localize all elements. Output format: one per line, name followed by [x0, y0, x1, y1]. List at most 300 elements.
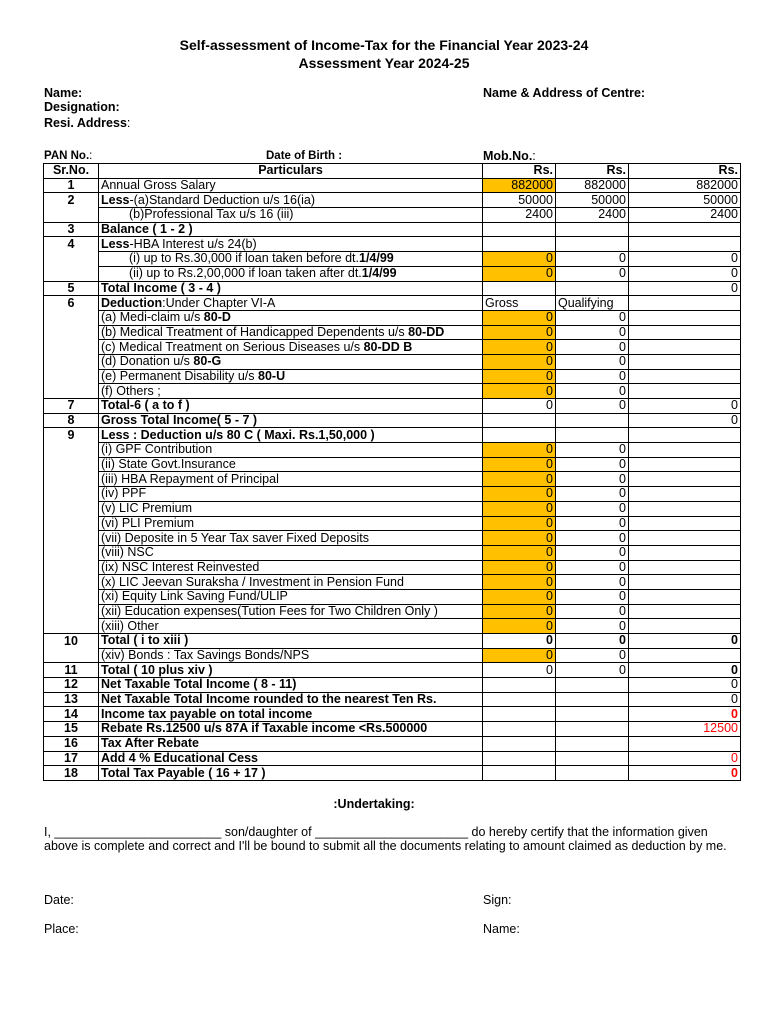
table-row: [44, 736, 741, 751]
table-row: [44, 325, 741, 340]
undertaking-title: :Undertaking:: [333, 797, 415, 811]
amount-total: [629, 222, 741, 237]
row-particulars: [99, 751, 483, 766]
amount-qualifying: 0: [556, 604, 629, 619]
resi-address-colon: :: [126, 116, 131, 130]
amount-gross[interactable]: 0: [483, 340, 556, 355]
amount-gross: [483, 751, 556, 766]
row-particulars: [99, 634, 483, 649]
table-row: [44, 399, 741, 414]
pan-colon: :: [89, 150, 93, 162]
table-row: [44, 634, 741, 649]
particulars-text: Balance ( 1 - 2 ): [101, 222, 193, 237]
amount-qualifying: [556, 678, 629, 693]
row-srno: [44, 648, 99, 663]
amount-gross[interactable]: 0: [483, 560, 556, 575]
amount-gross[interactable]: 0: [483, 575, 556, 590]
row-srno: 2: [44, 193, 99, 208]
amount-qualifying: 0: [556, 325, 629, 340]
particulars-text: 1/4/99: [359, 251, 394, 266]
amount-total: 0: [629, 663, 741, 678]
table-row: [44, 252, 741, 267]
particulars-text: (viii) NSC: [101, 545, 154, 560]
table-row: [44, 208, 741, 223]
particulars-text: (v) LIC Premium: [101, 501, 192, 516]
row-particulars: [99, 193, 483, 208]
amount-gross: [483, 678, 556, 693]
amount-total: [629, 736, 741, 751]
row-particulars: [99, 678, 483, 693]
amount-qualifying: 0: [556, 545, 629, 560]
particulars-text: Total-6 ( a to f ): [101, 398, 190, 413]
table-row: [44, 766, 741, 781]
row-particulars: [99, 692, 483, 707]
table-row: [44, 340, 741, 355]
amount-gross[interactable]: 882000: [483, 178, 556, 193]
table-row: [44, 369, 741, 384]
particulars-text: (i) GPF Contribution: [101, 442, 213, 457]
row-particulars: [99, 766, 483, 781]
amount-gross[interactable]: 0: [483, 501, 556, 516]
sign-label: Sign:: [483, 893, 512, 907]
row-srno: [44, 384, 99, 399]
table-row: [44, 222, 741, 237]
amount-total: [629, 340, 741, 355]
particulars-text: Less: [101, 236, 130, 251]
amount-qualifying: 0: [556, 340, 629, 355]
amount-qualifying: 0: [556, 310, 629, 325]
table-row: [44, 310, 741, 325]
designation-label: Designation:: [44, 100, 120, 114]
particulars-text: Less : Deduction u/s 80 C ( Maxi. Rs.1,50,000 ): [101, 427, 375, 442]
row-particulars: [99, 487, 483, 502]
row-srno: [44, 443, 99, 458]
amount-total: [629, 428, 741, 443]
particulars-text: (c) Medical Treatment on Serious Diseases u/s: [101, 339, 364, 354]
mob-colon: :: [532, 149, 536, 163]
table-row: [44, 751, 741, 766]
table-row: [44, 501, 741, 516]
amount-gross: 0: [483, 399, 556, 414]
amount-total: [629, 296, 741, 311]
amount-gross[interactable]: 0: [483, 310, 556, 325]
row-srno: [44, 266, 99, 281]
row-srno: 13: [44, 692, 99, 707]
particulars-text: Tax After Rebate: [101, 736, 199, 751]
particulars-text: :Under Chapter VI-A: [162, 295, 276, 310]
amount-gross[interactable]: 0: [483, 531, 556, 546]
particulars-text: Net Taxable Total Income rounded to the nearest Ten Rs.: [101, 692, 437, 707]
amount-gross[interactable]: 0: [483, 487, 556, 502]
table-row: [44, 722, 741, 737]
row-particulars: [99, 340, 483, 355]
centre-label: Name & Address of Centre:: [483, 86, 646, 100]
amount-total: 0: [629, 692, 741, 707]
row-particulars: [99, 428, 483, 443]
amount-gross: 50000: [483, 193, 556, 208]
amount-gross: 0: [483, 634, 556, 649]
particulars-text: Annual Gross Salary: [101, 178, 216, 193]
particulars-text: (ii) State Govt.Insurance: [101, 457, 236, 472]
amount-total: 0: [629, 413, 741, 428]
particulars-text: (a) Medi-claim u/s: [101, 310, 204, 325]
particulars-text: 80-G: [193, 354, 222, 369]
amount-gross[interactable]: 0: [483, 457, 556, 472]
table-row: [44, 193, 741, 208]
amount-qualifying: [556, 692, 629, 707]
amount-gross[interactable]: 0: [483, 384, 556, 399]
amount-total: 50000: [629, 193, 741, 208]
particulars-text: Total Tax Payable ( 16 + 17 ): [101, 765, 266, 780]
row-particulars: [99, 589, 483, 604]
amount-gross[interactable]: 0: [483, 252, 556, 267]
amount-qualifying: 0: [556, 516, 629, 531]
amount-qualifying: 0: [556, 531, 629, 546]
table-row: [44, 678, 741, 693]
row-srno: [44, 487, 99, 502]
table-row: [44, 589, 741, 604]
row-srno: [44, 340, 99, 355]
dob-label: Date of Birth :: [266, 150, 343, 162]
amount-gross: [483, 428, 556, 443]
resi-address-label: [44, 116, 130, 130]
amount-gross: 0: [483, 663, 556, 678]
row-srno: 7: [44, 399, 99, 414]
row-particulars: [99, 443, 483, 458]
amount-total: 0: [629, 252, 741, 267]
table-row: [44, 560, 741, 575]
particulars-text: (ix) NSC Interest Reinvested: [101, 560, 260, 574]
particulars-text: Total ( 10 plus xiv ): [101, 662, 213, 677]
amount-total: [629, 325, 741, 340]
table-row: [44, 266, 741, 281]
amount-gross[interactable]: 0: [483, 266, 556, 281]
mob-text: Mob.No.: [483, 149, 533, 163]
amount-gross[interactable]: 0: [483, 472, 556, 487]
row-particulars: [99, 736, 483, 751]
particulars-text: (e) Permanent Disability u/s: [101, 369, 259, 383]
row-particulars: [99, 501, 483, 516]
row-srno: 15: [44, 722, 99, 737]
amount-total: 0: [629, 399, 741, 414]
row-particulars: [99, 516, 483, 531]
row-srno: 1: [44, 178, 99, 193]
amount-total: [629, 604, 741, 619]
amount-qualifying: [556, 707, 629, 722]
row-particulars: [99, 472, 483, 487]
amount-qualifying: 0: [556, 384, 629, 399]
row-srno: [44, 501, 99, 516]
particulars-text: 80-DD B: [363, 339, 413, 354]
table-row: [44, 428, 741, 443]
particulars-text: (xii) Education expenses(Tution Fees for Two Children Only ): [101, 604, 438, 618]
row-particulars: [99, 722, 483, 737]
header-srno: Sr.No.: [44, 164, 99, 179]
amount-qualifying: 0: [556, 501, 629, 516]
name-footer-label: Name:: [483, 922, 520, 936]
row-srno: [44, 325, 99, 340]
amount-total: [629, 575, 741, 590]
amount-total: [629, 310, 741, 325]
amount-qualifying: 0: [556, 560, 629, 575]
amount-qualifying: [556, 237, 629, 252]
particulars-text: (xiv) Bonds : Tax Savings Bonds/NPS: [101, 648, 310, 663]
row-particulars: [99, 178, 483, 193]
amount-total: [629, 545, 741, 560]
tax-table: [43, 163, 741, 781]
row-srno: 11: [44, 663, 99, 678]
table-row: [44, 648, 741, 663]
particulars-text: (f) Others ;: [101, 383, 161, 398]
amount-gross: [483, 281, 556, 296]
table-row: [44, 692, 741, 707]
row-particulars: [99, 266, 483, 281]
row-srno: 10: [44, 634, 99, 649]
amount-total: [629, 487, 741, 502]
amount-total: [629, 589, 741, 604]
amount-gross[interactable]: 0: [483, 369, 556, 384]
amount-qualifying: [556, 413, 629, 428]
amount-total: 0: [629, 281, 741, 296]
amount-qualifying: 2400: [556, 208, 629, 223]
amount-total: [629, 354, 741, 369]
row-particulars: [99, 281, 483, 296]
row-srno: 8: [44, 413, 99, 428]
table-row: [44, 619, 741, 634]
row-particulars: [99, 325, 483, 340]
row-srno: 14: [44, 707, 99, 722]
row-particulars: [99, 531, 483, 546]
amount-gross[interactable]: 0: [483, 589, 556, 604]
amount-gross: [483, 222, 556, 237]
particulars-text: (xiii) Other: [101, 618, 159, 633]
row-srno: [44, 560, 99, 575]
amount-gross: [483, 707, 556, 722]
amount-total: [629, 648, 741, 663]
row-particulars: [99, 619, 483, 634]
header-particulars: Particulars: [99, 164, 483, 179]
particulars-text: Rebate Rs.12500 u/s 87A if Taxable income <Rs.500000: [101, 721, 428, 736]
particulars-text: 80-U: [258, 369, 286, 383]
header-rs-2: Rs.: [556, 164, 629, 179]
amount-qualifying: [556, 222, 629, 237]
table-row: [44, 237, 741, 252]
row-srno: [44, 604, 99, 619]
row-particulars: [99, 354, 483, 369]
row-srno: [44, 310, 99, 325]
amount-qualifying: [556, 736, 629, 751]
row-srno: 6: [44, 296, 99, 311]
table-row: [44, 296, 741, 311]
table-row: [44, 384, 741, 399]
amount-gross[interactable]: 0: [483, 604, 556, 619]
row-particulars: [99, 310, 483, 325]
amount-qualifying: 0: [556, 369, 629, 384]
row-particulars: [99, 663, 483, 678]
particulars-text: (vi) PLI Premium: [101, 516, 195, 530]
particulars-text: Less: [101, 192, 130, 207]
header-rs-3: Rs.: [629, 164, 741, 179]
amount-total: 0: [629, 678, 741, 693]
particulars-text: 80-D: [203, 310, 231, 325]
amount-total: 0: [629, 766, 741, 781]
amount-qualifying: [556, 428, 629, 443]
amount-total: [629, 501, 741, 516]
particulars-text: (b)Professional Tax u/s 16 (iii): [129, 207, 294, 222]
amount-qualifying: [556, 751, 629, 766]
table-row: [44, 575, 741, 590]
row-srno: [44, 545, 99, 560]
amount-gross: Gross: [483, 296, 556, 311]
particulars-text: Net Taxable Total Income ( 8 - 11): [101, 677, 297, 692]
row-srno: [44, 208, 99, 223]
row-srno: [44, 531, 99, 546]
particulars-text: (xi) Equity Link Saving Fund/ULIP: [101, 589, 288, 604]
resi-address-text: Resi. Address: [44, 116, 127, 130]
row-particulars: [99, 413, 483, 428]
table-row: [44, 354, 741, 369]
amount-total: 0: [629, 707, 741, 722]
table-header-row: [44, 164, 741, 179]
amount-qualifying: [556, 766, 629, 781]
amount-total: [629, 516, 741, 531]
amount-qualifying: 0: [556, 266, 629, 281]
row-particulars: [99, 296, 483, 311]
amount-qualifying: [556, 722, 629, 737]
amount-qualifying: [556, 281, 629, 296]
particulars-text: 1/4/99: [361, 266, 397, 281]
amount-qualifying: 50000: [556, 193, 629, 208]
amount-gross: [483, 237, 556, 252]
amount-qualifying: 0: [556, 619, 629, 634]
amount-gross: [483, 692, 556, 707]
table-row: [44, 457, 741, 472]
table-row: [44, 663, 741, 678]
name-label: Name:: [44, 86, 83, 100]
row-particulars: [99, 707, 483, 722]
table-row: [44, 178, 741, 193]
table-row: [44, 443, 741, 458]
row-srno: [44, 369, 99, 384]
row-srno: 5: [44, 281, 99, 296]
amount-gross: [483, 736, 556, 751]
row-particulars: [99, 545, 483, 560]
mob-label: [483, 149, 536, 163]
particulars-text: Gross Total Income( 5 - 7 ): [101, 413, 258, 428]
place-label: Place:: [44, 922, 79, 936]
table-row: [44, 707, 741, 722]
particulars-text: (i) up to Rs.30,000 if loan taken before dt.: [129, 251, 359, 266]
row-srno: [44, 575, 99, 590]
amount-total: [629, 443, 741, 458]
row-srno: 9: [44, 428, 99, 443]
amount-qualifying: 0: [556, 472, 629, 487]
tax-table-body: [44, 178, 741, 780]
amount-total: [629, 384, 741, 399]
amount-qualifying: 0: [556, 648, 629, 663]
row-srno: [44, 457, 99, 472]
amount-qualifying: 0: [556, 399, 629, 414]
row-srno: 12: [44, 678, 99, 693]
amount-gross: 2400: [483, 208, 556, 223]
particulars-text: (iv) PPF: [101, 486, 147, 501]
amount-qualifying: 0: [556, 354, 629, 369]
row-srno: [44, 252, 99, 267]
amount-qualifying: Qualifying: [556, 296, 629, 311]
amount-total: [629, 237, 741, 252]
amount-gross[interactable]: 0: [483, 545, 556, 560]
amount-qualifying: 0: [556, 487, 629, 502]
amount-gross[interactable]: 0: [483, 619, 556, 634]
amount-total: 12500: [629, 722, 741, 737]
amount-total: [629, 457, 741, 472]
row-particulars: [99, 208, 483, 223]
amount-gross: [483, 413, 556, 428]
pan-text: PAN No.: [44, 150, 90, 162]
amount-gross[interactable]: 0: [483, 648, 556, 663]
amount-gross: [483, 766, 556, 781]
particulars-text: (b) Medical Treatment of Handicapped Dependents u/s: [101, 325, 409, 339]
table-row: [44, 604, 741, 619]
row-srno: 16: [44, 736, 99, 751]
row-particulars: [99, 222, 483, 237]
table-row: [44, 281, 741, 296]
amount-total: [629, 531, 741, 546]
row-particulars: [99, 369, 483, 384]
row-srno: [44, 619, 99, 634]
amount-qualifying: 0: [556, 663, 629, 678]
amount-gross[interactable]: 0: [483, 516, 556, 531]
amount-gross: [483, 722, 556, 737]
table-row: [44, 516, 741, 531]
amount-qualifying: 0: [556, 575, 629, 590]
amount-gross[interactable]: 0: [483, 325, 556, 340]
particulars-text: (d) Donation u/s: [101, 354, 194, 369]
amount-total: 0: [629, 266, 741, 281]
row-particulars: [99, 575, 483, 590]
row-particulars: [99, 384, 483, 399]
row-particulars: [99, 604, 483, 619]
table-row: [44, 487, 741, 502]
row-srno: [44, 472, 99, 487]
row-srno: [44, 516, 99, 531]
amount-gross[interactable]: 0: [483, 354, 556, 369]
amount-total: 2400: [629, 208, 741, 223]
form-title: Self-assessment of Income-Tax for the Financial Year 2023-24: [179, 37, 589, 53]
assessment-year: Assessment Year 2024-25: [298, 55, 470, 71]
amount-total: [629, 472, 741, 487]
row-particulars: [99, 399, 483, 414]
table-row: [44, 472, 741, 487]
row-srno: 18: [44, 766, 99, 781]
header-rs-1: Rs.: [483, 164, 556, 179]
date-label: Date:: [44, 893, 74, 907]
amount-total: 0: [629, 751, 741, 766]
amount-gross[interactable]: 0: [483, 443, 556, 458]
row-srno: [44, 354, 99, 369]
row-particulars: [99, 457, 483, 472]
amount-total: [629, 369, 741, 384]
row-srno: 17: [44, 751, 99, 766]
particulars-text: (iii) HBA Repayment of Principal: [101, 471, 279, 486]
amount-qualifying: 0: [556, 252, 629, 267]
row-particulars: [99, 237, 483, 252]
row-particulars: [99, 560, 483, 575]
amount-total: 882000: [629, 178, 741, 193]
amount-total: [629, 560, 741, 575]
amount-qualifying: 0: [556, 634, 629, 649]
row-srno: 3: [44, 222, 99, 237]
